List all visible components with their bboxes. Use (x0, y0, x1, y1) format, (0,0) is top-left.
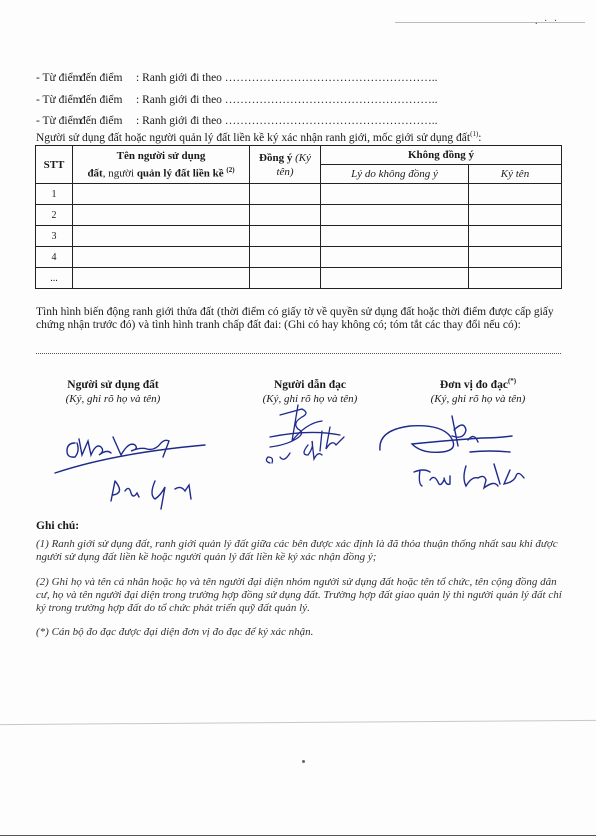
boundary-line-1: - Từ điểmđến điểm : Ranh giới đi theo ……………………………………………….. (36, 72, 438, 84)
intro-line: Người sử dụng đất hoặc người quản lý đất liền kề ký xác nhận ranh giới, mốc giới sử dụng đất$^{(1)}$: (36, 130, 482, 144)
scan-rule (0, 720, 596, 725)
signature-block-survey-unit: Đơn vị đo đạc(*) (Ký, ghi rõ họ và tên) (430, 377, 526, 405)
table-row: 2 (36, 205, 562, 226)
neighbor-confirmation-table (35, 145, 562, 289)
table-row: 1 (36, 184, 562, 205)
th-stt: STT (36, 146, 73, 184)
signature-land-user (45, 415, 215, 510)
page-bottom-edge (0, 835, 596, 836)
th-agree: Đồng ý (Ký tên) (250, 146, 321, 184)
th-reason: Lý do không đồng ý (321, 165, 469, 184)
th-name: Tên người sử dụng đất, người quản lý đất liền kề $^{(2)}$ (73, 146, 250, 184)
status-paragraph: Tình hình biến động ranh giới thửa đất (thời điểm có giấy tờ về quyền sử dụng đất hoặc thời điểm được cấp giấy chứng nhận trước đó) và tình hình tranh chấp đất đai: (Ghi có hay không có; tóm tắt các thay đổi nếu có): (36, 306, 554, 331)
notes-title: Ghi chú: (36, 520, 80, 532)
corner-mark: . · · (535, 16, 560, 27)
scan-speck (302, 760, 305, 763)
signature-block-guide: Người dẫn đạc (Ký, ghi rõ họ và tên) (262, 379, 358, 405)
table-row: 4 (36, 247, 562, 268)
signature-guide (240, 385, 380, 485)
note-3: (*) Cán bộ đo đạc được đại diện đơn vị đo đạc để ký xác nhận. (36, 626, 314, 638)
boundary-line-3: - Từ điểmđến điểm : Ranh giới đi theo ……………………………………………….. (36, 115, 438, 127)
boundary-line-2: - Từ điểmđến điểm : Ranh giới đi theo ……………………………………………….. (36, 94, 438, 106)
th-sign: Ký tên (469, 165, 562, 184)
signature-block-land-user: Người sử dụng đất (Ký, ghi rõ họ và tên) (65, 379, 161, 405)
table-row: ... (36, 268, 562, 289)
signature-survey-unit (370, 400, 560, 495)
th-disagree: Không đồng ý (321, 146, 562, 165)
note-1: (1) Ranh giới sử dụng đất, ranh giới quản lý đất giữa các bên được xác định là đã thỏa thuận thống nhất sau khi được người sử dụng đất liền kề hoặc người quản lý đất liền kề ký xác nhận đồng ý; (36, 538, 558, 563)
dotted-fill-line (36, 353, 561, 354)
note-2: (2) Ghi họ và tên cá nhân hoặc họ và tên người đại diện nhóm người sử dụng đất hoặc tên tổ chức, tên cộng đồng dân cư, họ và tên người đại diện trong trường hợp đồng sử dụng đất. Trường hợp đất giao quản lý thì người quản lý đất chỉ ký trong trường hợp đất do tổ chức phát triển quỹ đất quản lý. (36, 576, 562, 614)
table-row: 3 (36, 226, 562, 247)
